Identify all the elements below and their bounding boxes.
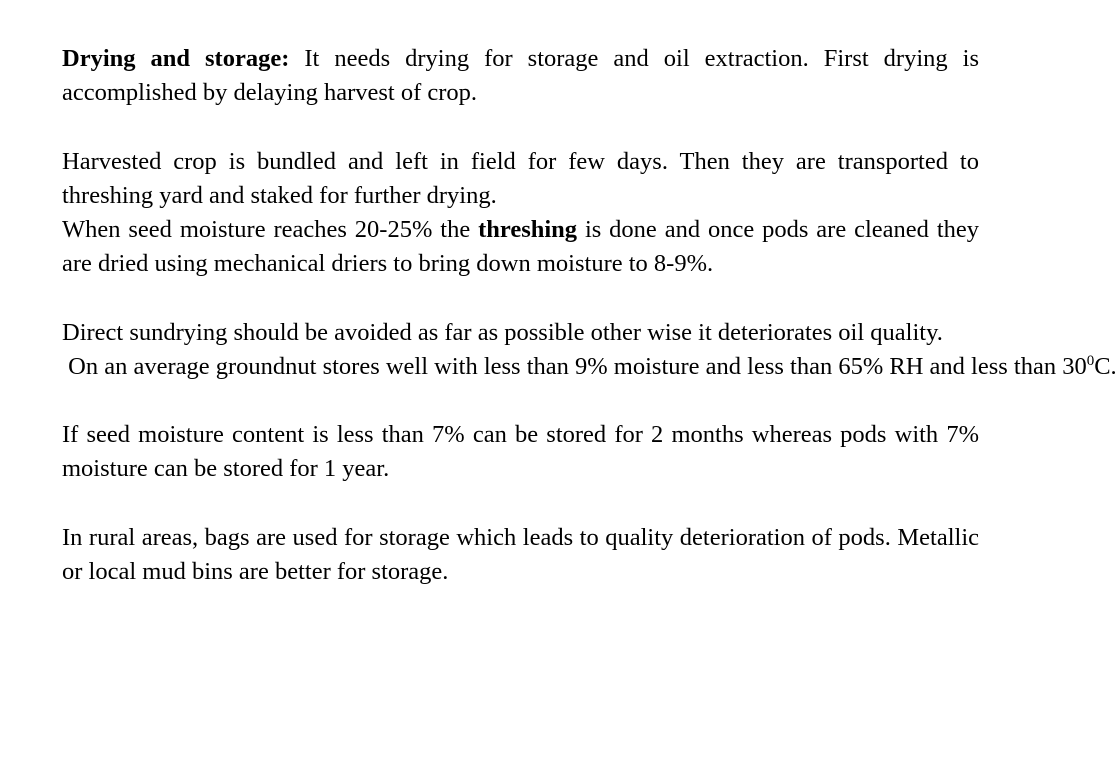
paragraph-storage-conditions — [62, 350, 1117, 384]
paragraph-spacer — [62, 110, 979, 144]
paragraph-threshing — [62, 213, 979, 281]
paragraph-spacer — [62, 487, 979, 521]
bold-term-threshing: threshing — [478, 216, 578, 243]
paragraph-text: Direct sundrying should be avoided as far as possible other wise it deteriorates oil quality. — [62, 318, 943, 346]
paragraph-spacer — [62, 384, 979, 418]
paragraph-text: It needs drying for storage and oil extraction. First drying is accomplished by delaying harvest of crop. — [62, 45, 979, 107]
paragraph-rural-storage — [62, 521, 979, 589]
paragraph-direct-sundrying — [62, 316, 979, 350]
paragraph-text: When seed moisture reaches 20-25% the — [62, 216, 479, 243]
paragraph-text: If seed moisture content is less than 7% can be stored for 2 months whereas pods with 7% moisture can be stored for 1 year. — [62, 421, 979, 483]
superscript-degree: 0 — [1086, 352, 1095, 369]
paragraph-seed-moisture — [62, 418, 979, 486]
paragraph-text: In rural areas, bags are used for storage which leads to quality deterioration of pods. Metallic or local mud bins are better for storage. — [62, 523, 979, 585]
heading-drying-and-storage: Drying and storage: — [62, 45, 290, 72]
paragraph-text: Harvested crop is bundled and left in field for few days. Then they are transported to threshing yard and staked for further drying. — [62, 147, 979, 209]
paragraph-spacer — [62, 281, 979, 315]
paragraph-text: On an average groundnut stores well with less than 9% moisture and less than 65% RH and less than 30 — [62, 352, 1087, 380]
paragraph-text: is done and once pods are cleaned they are dried using mechanical driers to bring down moisture to 8-9%. — [62, 216, 979, 278]
paragraph-harvested-crop — [62, 145, 979, 213]
paragraph-drying-and-storage — [62, 42, 979, 110]
slide-body — [62, 42, 1117, 589]
paragraph-text: C. — [1094, 352, 1117, 380]
